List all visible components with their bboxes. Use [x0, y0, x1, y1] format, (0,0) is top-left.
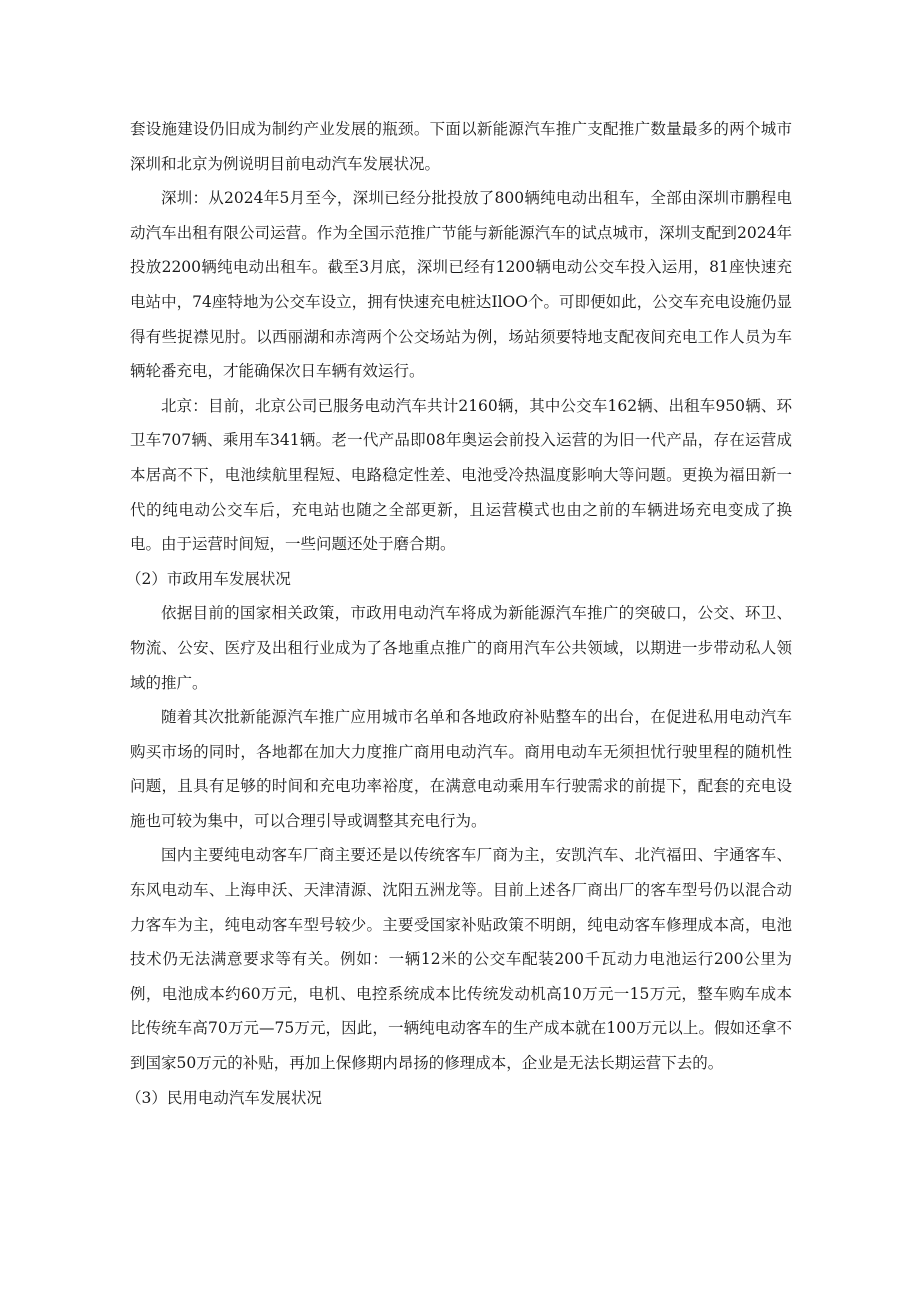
section-heading-civil-vehicles: （3）民用电动汽车发展状况 [126, 1088, 322, 1107]
document-body [126, 112, 792, 1115]
paragraph-commercial-promotion: 随着其次批新能源汽车推广应用城市名单和各地政府补贴整车的出台，在促进私用电动汽车购买市场的同时，各地都在加大力度推广商用电动汽车。商用电动车无须担忧行驶里程的随机性问题，且具有足够的时间和充电功率裕度，在满意电动乘用车行驶需求的前提下，配套的充电设施也可较为集中，可以合理引导或调整其充电行为。 [130, 708, 792, 830]
paragraph-bus-manufacturers: 国内主要纯电动客车厂商主要还是以传统客车厂商为主，安凯汽车、北汽福田、宇通客车、东风电动车、上海申沃、天津清源、沈阳五洲龙等。目前上述各厂商出厂的客车型号仍以混合动力客车为主，纯电动客车型号较少。主要受国家补贴政策不明朗，纯电动客车修理成本高，电池技术仍无法满意要求等有关。例如：一辆12米的公交车配装200千瓦动力电池运行200公里为例，电池成本约60万元，电机、电控系统成本比传统发动机高10万元一15万元，整车购车成本比传统车高70万元—75万元，因此，一辆纯电动客车的生产成本就在100万元以上。假如还拿不到国家50万元的补贴，再加上保修期内昂扬的修理成本，企业是无法长期运营下去的。 [130, 846, 792, 1073]
paragraph-policy: 依据目前的国家相关政策，市政用电动汽车将成为新能源汽车推广的突破口，公交、环卫、物流、公安、医疗及出租行业成为了各地重点推广的商用汽车公共领域，以期进一步带动私人领域的推广。 [130, 604, 792, 692]
section-heading-municipal-vehicles: （2）市政用车发展状况 [126, 569, 291, 588]
paragraph-intro-continued: 套设施建设仍旧成为制约产业发展的瓶颈。下面以新能源汽车推广支配推广数量最多的两个城市深圳和北京为例说明目前电动汽车发展状况。 [130, 120, 792, 173]
paragraph-beijing: 北京：目前，北京公司已服务电动汽车共计2160辆，其中公交车162辆、出租车950辆、环卫车707辆、乘用车341辆。老一代产品即08年奥运会前投入运营的为旧一代产品，存在运营成本居高不下，电池续航里程短、电路稳定性差、电池受冷热温度影响大等问题。更换为福田新一代的纯电动公交车后，充电站也随之全部更新，且运营模式也由之前的车辆进场充电变成了换电。由于运营时间短，一些问题还处于磨合期。 [130, 396, 792, 554]
paragraph-shenzhen: 深圳：从2024年5月至今，深圳已经分批投放了800辆纯电动出租车，全部由深圳市鹏程电动汽车出租有限公司运营。作为全国示范推广节能与新能源汽车的试点城市，深圳支配到2024年投放2200辆纯电动出租车。截至3月底，深圳已经有1200辆电动公交车投入运用，81座快速充电站中，74座特地为公交车设立，拥有快速充电桩达IlOO个。可即便如此，公交车充电设施仍显得有些捉襟见肘。以西丽湖和赤湾两个公交场站为例，场站须要特地支配夜间充电工作人员为车辆轮番充电，才能确保次日车辆有效运行。 [130, 189, 792, 381]
